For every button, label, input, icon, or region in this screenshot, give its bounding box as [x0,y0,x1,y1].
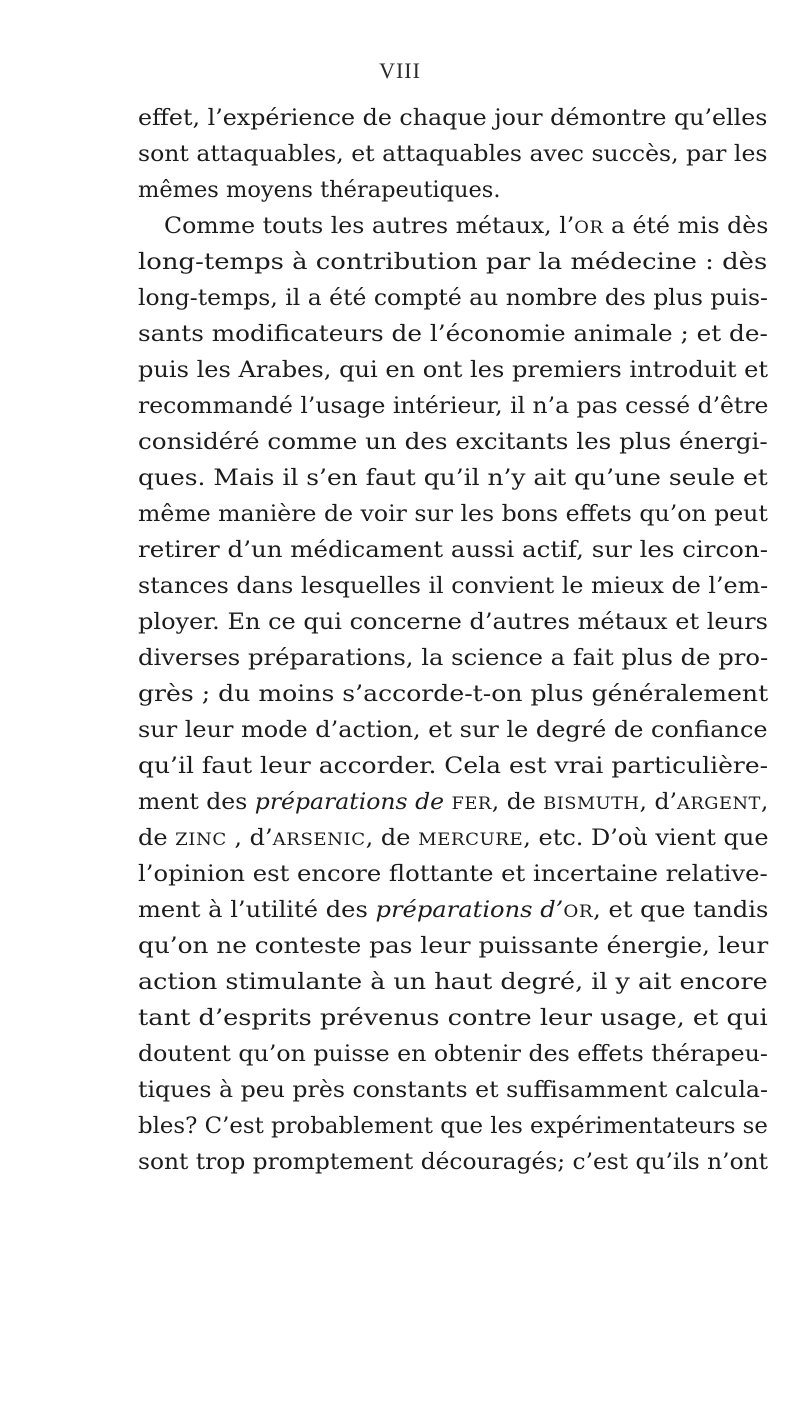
text-run: ployer. En ce qui concerne d’autres métaux et leurs [138,609,768,635]
text-line [138,784,768,820]
text-run: long-temps à contribution par la médecine : dès [138,249,768,275]
text-run: qu’on ne conteste pas leur puissante énergie, leur [138,933,769,959]
text-run: tiques à peu près constants et suffisamment calcula- [138,1077,768,1103]
text-line [138,748,768,784]
text-run: Comme touts les autres métaux, l’ [164,213,575,239]
small-caps-word: MERCURE [418,830,524,850]
text-line [138,1072,768,1108]
small-caps-word: OR [563,902,594,922]
text-run: stances dans lesquelles il convient le mieux de l’em- [138,573,769,599]
text-run: puis les Arabes, qui en ont les premiers introduit et [138,357,769,383]
text-run: même manière de voir sur les bons effets qu’on peut [138,501,768,527]
text-line [138,460,768,496]
text-run [444,789,451,815]
text-line [138,1144,768,1180]
text-line [138,676,768,712]
text-run: effet, l’expérience de chaque jour démontre qu’elles [138,105,768,131]
text-line [138,568,768,604]
text-run: sants modificateurs de l’économie animale ; et de- [138,321,768,347]
text-line [138,172,500,208]
text-run: , d’ [639,789,678,815]
text-line [138,100,767,136]
small-caps-word: ZINC [175,830,227,850]
small-caps-word: FER [451,794,492,814]
text-run: retirer d’un médicament aussi actif, sur les circon- [138,537,768,563]
text-run: mêmes moyens thérapeutiques. [138,177,501,203]
text-run: bles? C’est probablement que les expérimentateurs se [138,1113,768,1139]
text-line [138,964,768,1000]
text-line [138,640,768,676]
text-run: l’opinion est encore flottante et incertaine relative- [138,861,768,887]
text-run: qu’il faut leur accorder. Cela est vrai particulière- [138,753,769,779]
small-caps-word: BISMUTH [543,794,640,814]
text-run: , [760,789,769,815]
text-run: sont trop promptement découragés; c’est qu’ils n’ont [138,1149,769,1175]
italic-phrase: préparations d’ [375,897,564,923]
text-line [138,136,767,172]
text-line [138,316,768,352]
text-run: action stimulante à un haut degré, il y ait encore [138,969,768,995]
text-line [138,1036,768,1072]
text-run: tant d’esprits prévenus contre leur usage, et qui [138,1005,768,1031]
small-caps-word: OR [574,218,604,238]
text-line [138,496,768,532]
text-line [138,928,768,964]
text-run: , de [365,825,419,851]
text-line [138,856,768,892]
text-run: ment des [138,789,255,815]
text-run: diverses préparations, la science a fait plus de pro- [138,645,769,671]
text-line [138,280,768,316]
small-caps-word: ARSENIC [272,830,366,850]
text-run: grès ; du moins s’accorde-t-on plus généralement [138,681,769,707]
text-run: sur leur mode d’action, et sur le degré de confiance [138,717,768,743]
text-line [164,208,768,244]
text-line [138,604,768,640]
text-run: , etc. D’où vient que [523,825,769,851]
text-run: sont attaquables, et attaquables avec succès, par les [138,141,768,167]
text-run: recommandé l’usage intérieur, il n’a pas cessé d’être [138,393,769,419]
text-run: ques. Mais il s’en faut qu’il n’y ait qu’une seule et [138,465,768,491]
text-run: a été mis dès [603,213,769,239]
page-number: VIII [379,58,421,83]
text-run: , d’ [226,825,273,851]
small-caps-word: ARGENT [677,794,761,814]
text-run: de [138,825,176,851]
text-line [138,388,768,424]
text-line [138,1000,768,1036]
text-run: considéré comme un des excitants les plus énergi- [138,429,768,455]
text-run: doutent qu’on puisse en obtenir des effets thérapeu- [138,1041,768,1067]
text-line [138,244,767,280]
text-run: ment à l’utilité des [138,897,376,923]
text-run: , de [491,789,544,815]
text-run: , et que tandis [593,897,769,923]
italic-phrase: préparations de [254,789,445,815]
text-line [138,424,768,460]
text-line [138,532,768,568]
text-line [138,712,768,748]
text-line [138,820,769,856]
text-line [138,1108,768,1144]
text-line [138,352,768,388]
text-run: long-temps, il a été compté au nombre des plus puis- [138,285,769,311]
text-line [138,892,768,928]
